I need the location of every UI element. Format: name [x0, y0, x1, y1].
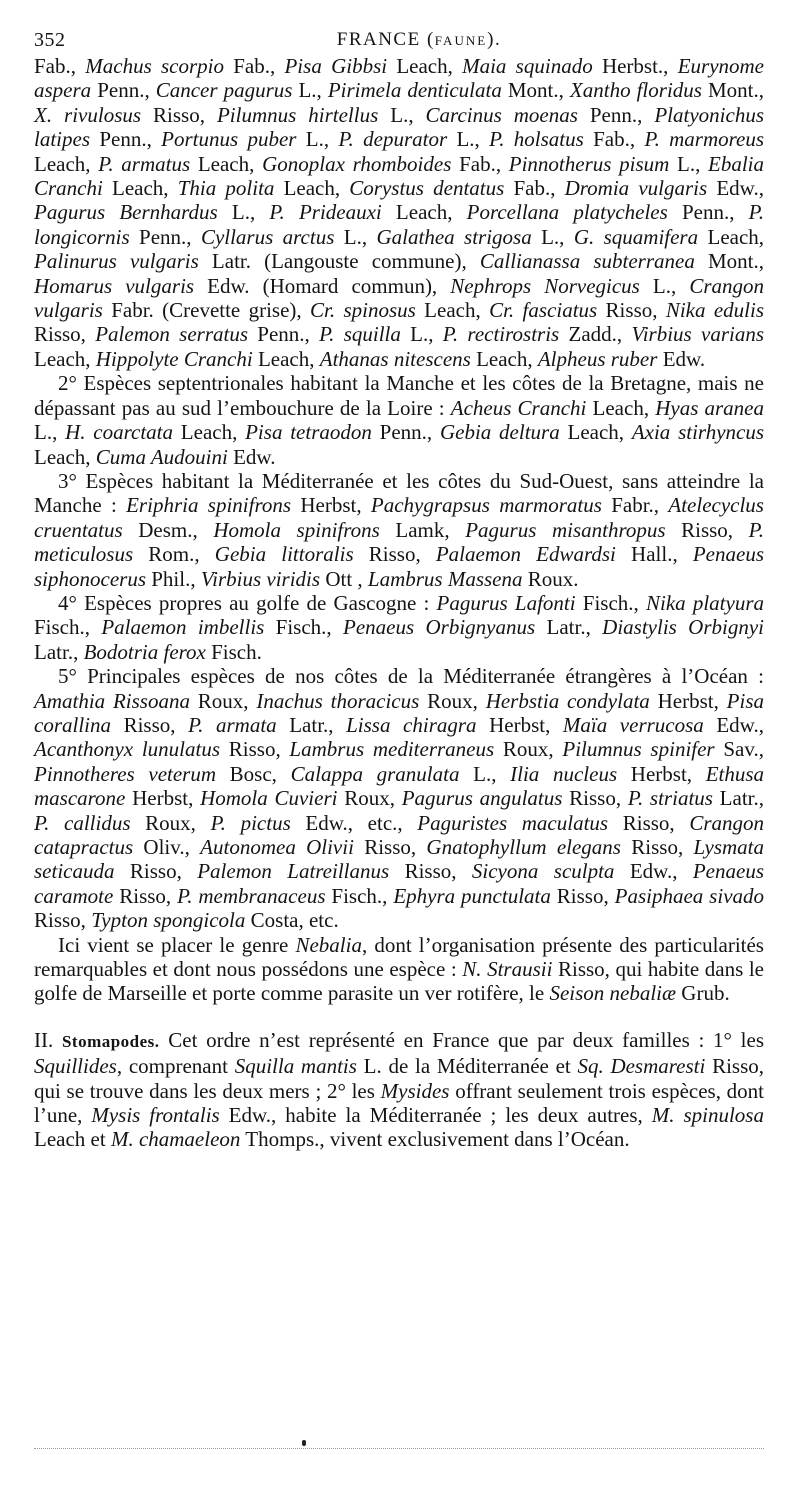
text-run: L., — [378, 102, 426, 127]
species-name: Ebalia Cranchi — [34, 151, 765, 201]
document-page — [34, 22, 764, 1152]
species-name: Palaemon Edwardsi — [435, 542, 616, 567]
species-name: P. armata — [188, 712, 277, 737]
species-name: P. meticulosus — [34, 517, 764, 567]
species-name: G. squamifera — [573, 224, 699, 249]
species-name: Palinurus vulgaris — [34, 249, 199, 274]
species-name: Eriphria spinifrons — [126, 493, 292, 518]
text-run: L., — [669, 151, 709, 176]
species-name: H. coarctata — [65, 420, 174, 445]
text-run: L., — [531, 224, 574, 249]
species-name: Acheus Cranchi — [450, 395, 587, 420]
species-name: Nika edulis — [665, 298, 765, 323]
paragraph-stomapodes — [34, 1028, 764, 1152]
text-run: Latr., — [276, 712, 347, 737]
species-name: Ethusa mascarone — [34, 761, 765, 811]
running-head-close: ). — [487, 29, 502, 50]
text-run: Leach, — [102, 176, 178, 201]
species-name: Sicyona sculpta — [471, 859, 615, 884]
text-run: Roux, — [130, 810, 211, 835]
species-name: Pinnotherus pisum — [508, 151, 670, 176]
species-name: Calappa granulata — [290, 761, 460, 786]
species-name: Atelecyclus cruentatus — [34, 493, 764, 542]
text-run: Fab., — [34, 54, 86, 78]
text-run: Edw., etc., — [290, 810, 418, 835]
species-name: P. armatus — [98, 151, 191, 176]
species-name: P. callidus — [34, 810, 131, 835]
text-run: L., — [292, 78, 328, 103]
text-run: Fisch., — [34, 615, 102, 640]
text-run: Fisch. — [205, 639, 262, 664]
species-name: Cyllarus arctus — [200, 224, 335, 249]
species-name: Acanthonyx lunulatus — [34, 737, 221, 762]
paragraph-decapod-list — [34, 54, 764, 371]
species-name: Cr. spinosus — [310, 298, 416, 323]
species-name: Gebia littoralis — [214, 542, 354, 567]
text-run: Oliv., — [133, 835, 201, 859]
text-run: Herbst., — [592, 54, 678, 78]
species-name: Portunus puber — [161, 127, 297, 152]
text-run: Penn., — [129, 224, 201, 249]
text-run: Cet ordre n’est représenté en France que par deux familles : 1° les — [159, 1027, 764, 1052]
species-name: Gnatophyllum elegans — [426, 835, 621, 859]
species-name: Thia polita — [177, 176, 275, 201]
text-run: Mont., — [701, 78, 764, 103]
text-run: Leach, — [559, 420, 632, 445]
text-run: Herbst, — [291, 493, 371, 518]
species-name: Squillides — [34, 1054, 117, 1079]
species-name: Palemon Latreillanus — [197, 859, 390, 884]
page-number: 352 — [34, 29, 66, 51]
text-run: Risso, — [113, 883, 178, 908]
species-name: Crangon catapractus — [34, 810, 764, 859]
species-name: Pilumnus hirtellus — [216, 102, 379, 127]
text-run: Fisch., — [325, 883, 394, 908]
species-name: Cancer pagurus — [155, 78, 293, 103]
species-name: Seison nebaliæ — [549, 981, 677, 1006]
text-run: Risso, — [597, 298, 666, 323]
text-run: Herbst, — [125, 786, 201, 811]
species-name: Penaeus siphonocerus — [34, 542, 764, 591]
text-run: Latr., — [535, 615, 603, 640]
species-name: P. holsatus — [489, 127, 584, 152]
species-name: Herbstia condylata — [485, 688, 650, 713]
species-name: P. marmoreus — [644, 127, 765, 152]
species-name: Pachygrapsus marmoratus — [370, 493, 602, 518]
text-run: 4° Espèces propres au golfe de Gascogne : — [58, 590, 437, 615]
text-run: Herbst, — [617, 761, 706, 786]
species-name: Machus scorpio — [85, 54, 224, 78]
text-run: II. — [34, 1027, 62, 1052]
text-run: 5° Principales espèces de nos côtes de la Méditerranée étrangères à l’Océan : — [58, 664, 764, 689]
text-run: Mont., — [694, 249, 764, 274]
text-run: Bosc, — [216, 761, 291, 786]
text-run: Risso, — [353, 542, 436, 567]
text-run: Lamk, — [379, 517, 466, 542]
species-name: Penaeus caramote — [34, 859, 765, 908]
text-run: Risso, — [562, 786, 628, 811]
species-name: Gebia deltura — [439, 420, 560, 445]
species-name: Cuma Audouini — [95, 444, 228, 469]
paragraph-northern-species — [34, 371, 764, 469]
species-name: Dromia vulgaris — [564, 176, 708, 201]
text-run: Leach, — [34, 151, 99, 176]
text-run: Costa, etc. — [245, 908, 339, 933]
text-run: 2° Espèces septentrionales habitant la Manche et les côtes de la Bretagne, mais ne dépassant pas au sud l’embouchure de la Loire : — [34, 371, 764, 420]
text-run: Leach, — [190, 151, 263, 176]
text-run: Ott , — [320, 566, 368, 591]
text-run: Risso, — [111, 712, 189, 737]
text-run: Edw. — [227, 444, 276, 469]
species-name: Mysis frontalis — [91, 1103, 220, 1128]
text-run: Herbst, — [476, 712, 563, 737]
species-name: Maïa verrucosa — [562, 712, 704, 737]
text-run: Penn., — [248, 322, 320, 347]
text-run: Zadd., — [559, 322, 632, 347]
running-head-small: FAUNE — [434, 33, 488, 48]
species-name: P. pictus — [210, 810, 291, 835]
text-run: Leach, — [698, 224, 765, 249]
text-run: Fisch., — [264, 615, 344, 640]
text-run: Fab., — [223, 54, 285, 78]
text-run: Edw., — [703, 712, 764, 737]
text-run: offrant seulement trois espèces, dont l’une, — [34, 1078, 764, 1128]
text-run: Roux, — [189, 688, 257, 713]
species-name: Xantho floridus — [569, 78, 702, 103]
text-run: Risso, — [141, 102, 217, 127]
text-run: Risso, — [34, 908, 92, 933]
species-name: Pagurus Lafonti — [436, 590, 576, 615]
text-run: Risso, — [353, 835, 427, 859]
footer-rule — [34, 1448, 764, 1461]
running-head — [34, 28, 764, 53]
text-run: Edw. — [657, 346, 706, 371]
species-name: Porcellana platycheles — [466, 200, 668, 225]
section-gap — [34, 1006, 764, 1028]
running-head-main: FRANCE ( — [336, 29, 435, 50]
text-run: Risso, qui habite dans le golfe de Marseille et porte comme parasite un ver rotifère, le — [34, 957, 764, 1006]
paragraph-mediterranean-southwest-species — [34, 469, 764, 591]
text-run: Mont., — [501, 78, 570, 103]
text-run: L., — [459, 761, 511, 786]
footer-mark — [302, 1440, 306, 1446]
section-title: Stomapodes. — [61, 1031, 160, 1051]
species-name: Homarus vulgaris — [34, 273, 195, 298]
text-run: L., — [400, 322, 443, 347]
species-name: Lambrus Massena — [367, 566, 523, 591]
species-name: P. longicornis — [34, 200, 765, 249]
text-run: Fab., — [504, 176, 565, 201]
species-name: N. Strausii — [462, 957, 553, 982]
species-name: P. depurator — [338, 127, 448, 152]
species-name: Palaemon imbellis — [101, 615, 265, 640]
species-name: Squilla mantis — [234, 1054, 357, 1079]
text-run: Penn., — [91, 78, 156, 103]
text-run: Edw., — [614, 859, 693, 884]
species-name: Virbius viridis — [200, 566, 321, 591]
text-run: Leach, — [470, 346, 538, 371]
text-run: Penn., — [90, 127, 162, 152]
text-run: L., — [447, 127, 490, 152]
species-name: Galathea strigosa — [376, 224, 532, 249]
species-name: Pagurus angulatus — [401, 786, 563, 811]
species-name: Sq. Desmaresti — [577, 1054, 706, 1079]
text-run: Edw., habite la Méditerranée ; les deux autres, — [219, 1103, 652, 1128]
text-run: Hall., — [615, 542, 693, 567]
species-name: Pirimela denticulata — [327, 78, 502, 103]
species-name: Pagurus Bernhardus — [34, 200, 218, 225]
text-run: Roux, — [494, 737, 563, 762]
species-name: Axia stirhyncus — [631, 420, 765, 445]
species-name: Corystus dentatus — [349, 176, 505, 201]
text-run: Latr., — [712, 786, 764, 811]
text-run: Latr. (Langouste commune), — [198, 249, 480, 274]
species-name: Hyas aranea — [655, 395, 764, 420]
text-run: Thomps., vivent exclusivement dans l’Océan. — [240, 1127, 630, 1152]
text-run: Leach, — [34, 346, 96, 371]
species-name: Typton spongicola — [91, 908, 246, 933]
text-run: Latr., — [34, 639, 84, 664]
species-name: P. rectirostris — [442, 322, 560, 347]
text-run: Leach, — [34, 444, 96, 469]
species-name: Amathia Rissoana — [34, 688, 190, 713]
species-name: Palemon serratus — [95, 322, 248, 347]
species-name: M. chamaeleon — [110, 1127, 241, 1152]
text-run: Fab., — [583, 127, 645, 152]
species-name: Autonomea Olivii — [200, 835, 354, 859]
text-run: Leach, — [173, 420, 246, 445]
species-name: Platyonichus latipes — [34, 102, 765, 152]
text-run: Risso, — [550, 883, 615, 908]
text-run: L., — [334, 224, 377, 249]
species-name: P. striatus — [627, 786, 713, 811]
species-name: Alpheus ruber — [537, 346, 658, 371]
species-name: Nephrops Norvegicus — [450, 273, 640, 298]
species-name: Pinnotheres veterum — [34, 761, 217, 786]
text-run: Leach, — [387, 54, 463, 78]
paragraph-nebalia — [34, 933, 764, 1006]
species-name: Lissa chiragra — [346, 712, 477, 737]
paragraph-gascony-species — [34, 591, 764, 664]
species-name: Lysmata seticauda — [34, 835, 765, 884]
text-run: Herbst, — [649, 688, 727, 713]
text-run: Sav., — [714, 737, 764, 762]
text-run: , comprenant — [116, 1054, 235, 1079]
text-run: Leach, — [586, 395, 656, 420]
species-name: Pasiphaea sivado — [614, 883, 765, 908]
species-name: Pagurus misanthropus — [465, 517, 666, 542]
text-run: Fabr. (Crevette grise), — [102, 298, 311, 323]
species-name: Carcinus moenas — [425, 102, 578, 127]
species-name: Virbius varians — [631, 322, 765, 347]
text-run: Penn., — [667, 200, 749, 225]
text-run: Ici vient se placer le genre — [58, 932, 296, 957]
species-name: P. Prideauxi — [269, 200, 382, 225]
text-run: Fabr., — [601, 493, 669, 518]
text-run: Leach, — [252, 346, 320, 371]
page-header — [34, 22, 764, 54]
text-run: Edw., — [707, 176, 764, 201]
text-run: L., — [296, 127, 339, 152]
species-name: P. squilla — [319, 322, 401, 347]
species-name: Hippolyte Cranchi — [95, 346, 253, 371]
species-name: Penaeus Orbignyanus — [343, 615, 536, 640]
text-run: , dont l’organisation présente des particularités remarquables et dont nous possédons une espèce : — [34, 932, 764, 982]
species-name: Nebalia — [295, 932, 362, 957]
species-name: Gonoplax rhomboides — [262, 151, 452, 176]
text-run: Roux, — [337, 786, 402, 811]
text-run: Risso, — [389, 859, 472, 884]
text-run: Roux. — [522, 566, 579, 591]
species-name: Callianassa subterranea — [479, 249, 695, 274]
text-run: Leach, — [381, 200, 467, 225]
text-run: Risso, — [620, 835, 694, 859]
species-name: Cr. fasciatus — [489, 298, 598, 323]
species-name: Pisa tetraodon — [245, 420, 372, 445]
species-name: X. rivulosus — [34, 102, 142, 127]
species-name: Bodotria ferox — [83, 639, 206, 664]
species-name: Ephyra punctulata — [393, 883, 551, 908]
text-run: Risso, — [34, 322, 96, 347]
species-name: Ilia nucleus — [510, 761, 618, 786]
species-name: Nika platyura — [645, 590, 765, 615]
species-name: M. spinulosa — [651, 1103, 764, 1128]
text-run: Phil., — [146, 566, 201, 591]
species-name: Homola Cuvieri — [200, 786, 338, 811]
text-run: Leach et — [34, 1127, 111, 1152]
text-run: Risso, — [220, 737, 290, 762]
text-run: L., — [34, 420, 66, 445]
text-run: L. de la Méditerranée et — [356, 1054, 578, 1079]
paragraph-mediterranean-species — [34, 664, 764, 932]
text-run: Penn., — [371, 420, 440, 445]
text-run: Risso, — [608, 810, 690, 835]
text-run: Fisch., — [575, 590, 646, 615]
species-name: Maia squinado — [462, 54, 593, 78]
text-run: Leach, — [415, 298, 490, 323]
species-name: Mysides — [380, 1078, 450, 1103]
text-run: Risso, qui se trouve dans les deux mers ; 2° les — [34, 1054, 765, 1103]
text-run: Desm., — [122, 517, 214, 542]
species-name: Eurynome aspera — [34, 54, 764, 103]
text-run: Fab., — [451, 151, 509, 176]
species-name: Pisa corallina — [34, 688, 765, 737]
species-name: Paguristes maculatus — [417, 810, 609, 835]
text-run: Leach, — [274, 176, 350, 201]
species-name: Athanas nitescens — [319, 346, 471, 371]
species-name: Pilumnus spinifer — [562, 737, 715, 762]
species-name: Crangon vulgaris — [34, 273, 764, 323]
species-name: Inachus thoracicus — [256, 688, 420, 713]
text-run: Roux, — [419, 688, 486, 713]
species-name: P. membranaceus — [177, 883, 326, 908]
text-run: L., — [639, 273, 690, 298]
species-name: Homola spinifrons — [213, 517, 380, 542]
text-run: Edw. (Homard commun), — [194, 273, 451, 298]
species-name: Diastylis Orbignyi — [602, 615, 765, 640]
text-run: Risso, — [114, 859, 198, 884]
species-name: Lambrus mediterraneus — [289, 737, 495, 762]
text-run: L., — [217, 200, 270, 225]
text-run: Rom., — [133, 542, 215, 567]
species-name: Pisa Gibbsi — [284, 54, 388, 78]
text-run: Penn., — [577, 102, 655, 127]
text-run: Risso, — [665, 517, 749, 542]
text-run: Grub. — [676, 981, 730, 1006]
text-run: 3° Espèces habitant la Méditerranée et les côtes du Sud-Ouest, sans atteindre la Manche : — [34, 468, 764, 518]
